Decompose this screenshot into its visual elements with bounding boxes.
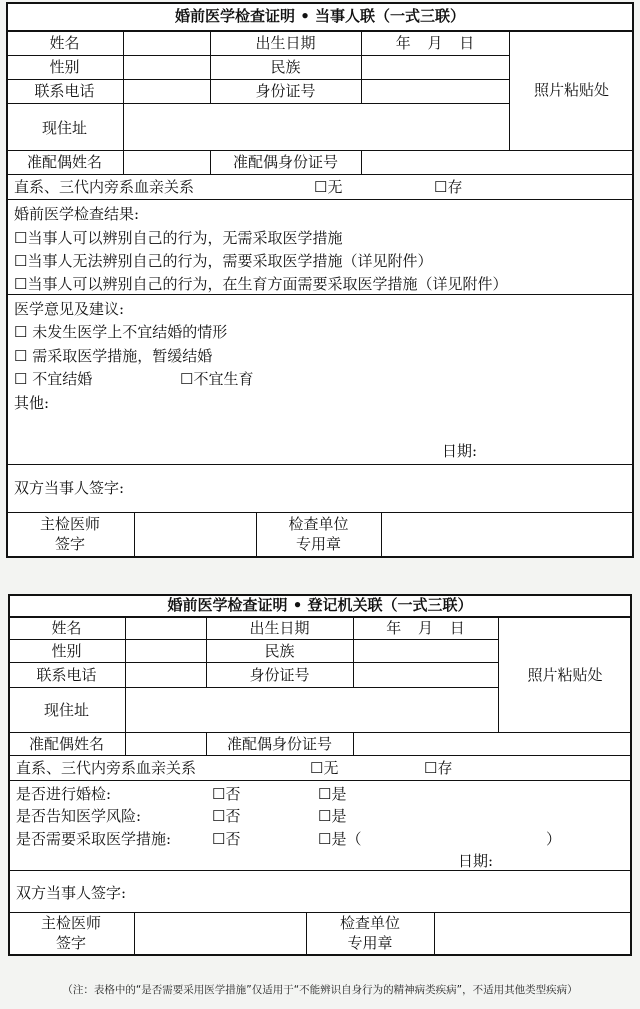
form1-advice-3[interactable]: ☐ 不宜结婚 xyxy=(14,370,93,388)
form1-spouse-id-label: 准配偶身份证号 xyxy=(232,153,338,171)
form1-kinship-label: 直系、三代内旁系血亲关系 xyxy=(14,178,195,196)
form2-kinship-label: 直系、三代内旁系血亲关系 xyxy=(16,759,197,777)
form1-birth-label: 出生日期 xyxy=(255,34,316,52)
form2-q1-no[interactable]: ☐否 xyxy=(212,785,241,803)
form2-q2-label: 是否告知医学风险: xyxy=(16,807,142,825)
form1-advice-2[interactable]: ☐ 需采取医学措施，暂缓结婚 xyxy=(14,347,213,365)
form1-unit-stamp: 专用章 xyxy=(295,535,341,553)
form1-title: 婚前医学检查证明 • 当事人联（一式三联） xyxy=(174,7,466,25)
form1-kin-none[interactable]: ☐无 xyxy=(314,178,343,196)
form2-birth-label: 出生日期 xyxy=(249,619,310,637)
form2-date-label: 日期: xyxy=(458,852,494,870)
form2-q1-yes[interactable]: ☐是 xyxy=(318,785,347,803)
form2-title: 婚前医学检查证明 • 登记机关联（一式三联） xyxy=(167,596,473,614)
form2-q3-label: 是否需要采取医学措施: xyxy=(16,830,172,848)
form2-spouse-id-label: 准配偶身份证号 xyxy=(226,735,332,753)
form-party-copy xyxy=(6,2,634,558)
form1-advice-heading: 医学意见及建议: xyxy=(14,300,125,318)
form1-result-1[interactable]: ☐当事人可以辨别自己的行为，无需采取医学措施 xyxy=(14,229,343,247)
form2-phone-label: 联系电话 xyxy=(36,666,97,684)
form1-ethnicity-label: 民族 xyxy=(270,58,301,76)
form1-result-2[interactable]: ☐当事人无法辨别自己的行为，需要采取医学措施（详见附件） xyxy=(14,252,433,270)
form1-date-label: 日期: xyxy=(442,442,478,460)
form1-advice-1[interactable]: ☐ 未发生医学上不宜结婚的情形 xyxy=(14,323,228,341)
form2-q1-label: 是否进行婚检: xyxy=(16,785,112,803)
form2-photo-label: 照片粘贴处 xyxy=(527,666,603,684)
form1-kin-yes[interactable]: ☐存 xyxy=(434,178,463,196)
form1-results-heading: 婚前医学检查结果: xyxy=(14,205,140,223)
form1-id-label: 身份证号 xyxy=(255,82,316,100)
form2-kin-yes[interactable]: ☐存 xyxy=(424,759,453,777)
form2-unit-label: 检查单位 xyxy=(339,914,400,932)
form2-name-label: 姓名 xyxy=(51,619,82,637)
form1-gender-label: 性别 xyxy=(49,58,80,76)
form2-ethnicity-label: 民族 xyxy=(264,642,295,660)
form1-other-label: 其他: xyxy=(14,394,50,412)
form2-q2-no[interactable]: ☐否 xyxy=(212,807,241,825)
form1-result-3[interactable]: ☐当事人可以辨别自己的行为，在生育方面需要采取医学措施（详见附件） xyxy=(14,275,508,293)
form1-phone-label: 联系电话 xyxy=(34,82,95,100)
form2-q2-yes[interactable]: ☐是 xyxy=(318,807,347,825)
form2-address-label: 现住址 xyxy=(43,701,89,719)
form2-gender-label: 性别 xyxy=(51,642,82,660)
form1-unit-label: 检查单位 xyxy=(288,515,349,533)
footnote: （注：表格中的“是否需要采用医学措施”仅适用于“不能辨识自身行为的精神病类疾病”，不适用其他类型疾病） xyxy=(62,984,578,996)
form2-q3-paren-close: ） xyxy=(546,830,562,848)
form1-doctor-sign: 签字 xyxy=(54,535,85,553)
form1-date-format: 年 月 日 xyxy=(395,34,475,52)
form2-date-format: 年 月 日 xyxy=(386,619,465,637)
form1-doctor-label: 主检医师 xyxy=(39,515,100,533)
form1-address-label: 现住址 xyxy=(41,119,87,137)
form2-doctor-sign: 签字 xyxy=(55,934,86,952)
form2-kin-none[interactable]: ☐无 xyxy=(310,759,339,777)
form2-signatures-label: 双方当事人签字: xyxy=(16,884,127,902)
form1-name-label: 姓名 xyxy=(49,34,80,52)
form1-signatures-label: 双方当事人签字: xyxy=(14,479,125,497)
form2-q3-yes[interactable]: ☐是（ xyxy=(318,830,362,848)
form1-spouse-name-label: 准配偶姓名 xyxy=(26,153,102,171)
form-registry-copy xyxy=(8,594,632,956)
form2-doctor-label: 主检医师 xyxy=(40,914,101,932)
form1-photo-label: 照片粘贴处 xyxy=(533,81,609,99)
form2-q3-no[interactable]: ☐否 xyxy=(212,830,241,848)
form2-unit-stamp: 专用章 xyxy=(347,934,393,952)
form2-spouse-name-label: 准配偶姓名 xyxy=(28,735,104,753)
form1-advice-4[interactable]: ☐不宜生育 xyxy=(180,370,254,388)
form2-id-label: 身份证号 xyxy=(249,666,310,684)
